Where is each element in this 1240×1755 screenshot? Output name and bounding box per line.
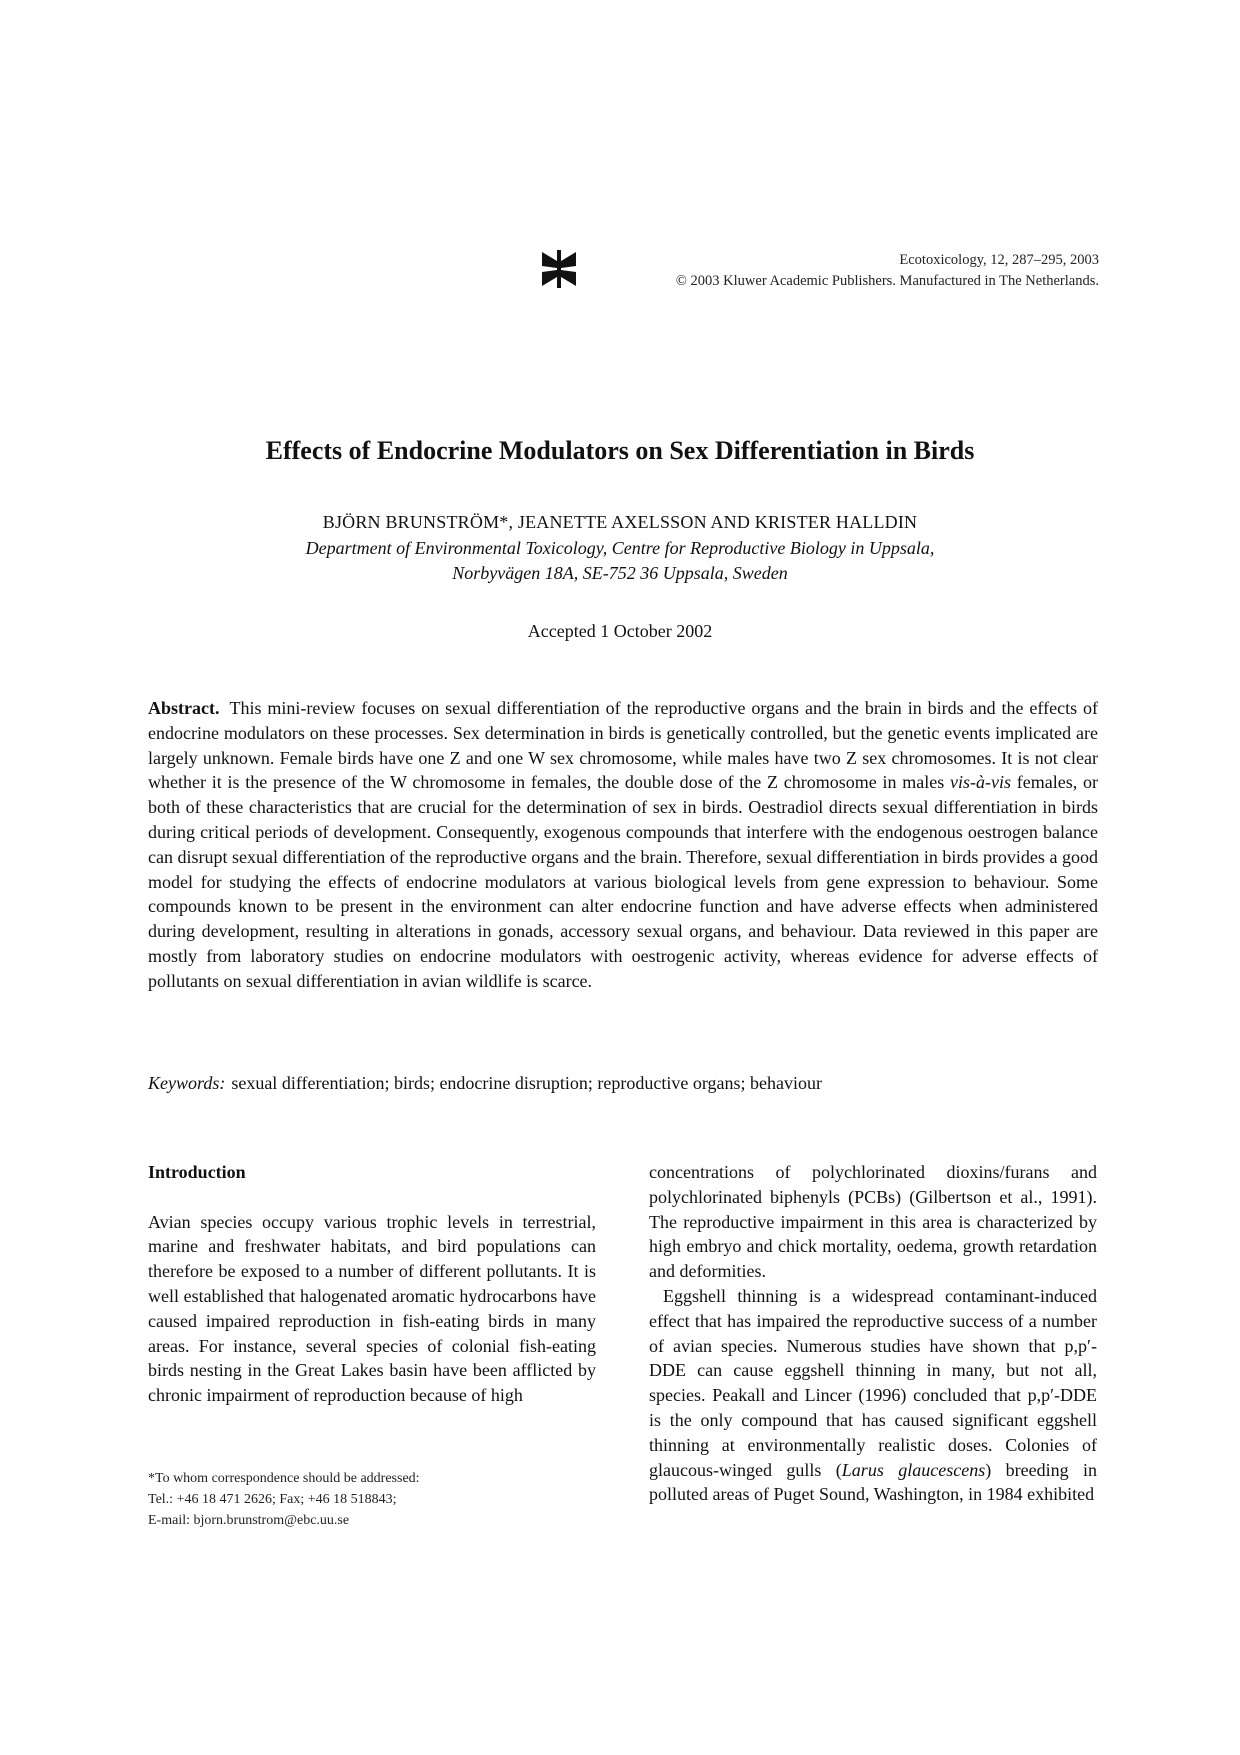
affiliation bbox=[0, 536, 1240, 586]
affiliation-line-1: Department of Environmental Toxicology, Centre for Reproductive Biology in Uppsala, bbox=[305, 538, 935, 558]
left-column bbox=[148, 1160, 596, 1408]
author-list: BJÖRN BRUNSTRÖM*, JEANETTE AXELSSON AND KRISTER HALLDIN bbox=[322, 512, 918, 532]
footnote-line-2: Tel.: +46 18 471 2626; Fax; +46 18 518843; bbox=[148, 1492, 397, 1507]
species-name: Larus glaucescens bbox=[841, 1459, 986, 1480]
keywords-label: Keywords: bbox=[148, 1073, 226, 1093]
journal-header bbox=[676, 250, 1099, 292]
paper-title: Effects of Endocrine Modulators on Sex Differentiation in Birds bbox=[265, 436, 975, 465]
footnote-line-3: E-mail: bjorn.brunstrom@ebc.uu.se bbox=[148, 1513, 350, 1528]
right-paragraph-2-text-a: Eggshell thinning is a widespread contaminant-induced effect that has impaired the reproductive success of a number of avian species. Numerous studies have shown that p,p′-DDE can cause eggshell thinning in many, but not all, species. Peakall and Lincer (1996) concluded that p,p′-DDE is the only compound that has caused significant eggshell thinning at environmentally realistic doses. Colonies of glaucous-winged gulls ( bbox=[649, 1285, 1097, 1480]
accepted-date: Accepted 1 October 2002 bbox=[527, 621, 713, 641]
abstract-text-1: This mini-review focuses on sexual differentiation of the reproductive organs and the brain in birds and the effects of endocrine modulators on these processes. Sex determination in birds is genetically controlled, but the genetic events implicated are largely unknown. Female birds have one Z and one W sex chromosome, while males have two Z sex chromosomes. It is not clear whether it is the presence of the W chromosome in females, the double dose of the Z chromosome in males bbox=[148, 698, 1098, 793]
right-paragraph-2 bbox=[649, 1284, 1097, 1507]
introduction-paragraph: Avian species occupy various trophic levels in terrestrial, marine and freshwater habitats, and bird populations can therefore be exposed to a number of different pollutants. It is well established that halogenated aromatic hydrocarbons have caused impaired reproduction in fish-eating birds in many areas. For instance, several species of colonial fish-eating birds nesting in the Great Lakes basin have been afflicted by chronic impairment of reproduction because of high bbox=[148, 1211, 596, 1406]
abstract bbox=[148, 696, 1098, 994]
publisher-logo-icon bbox=[540, 249, 578, 289]
keywords-text: sexual differentiation; birds; endocrine disruption; reproductive organs; behaviour bbox=[231, 1073, 823, 1093]
section-heading-introduction: Introduction bbox=[148, 1162, 246, 1182]
right-paragraph-1: concentrations of polychlorinated dioxins/furans and polychlorinated biphenyls (PCBs) (Gilbertson et al., 1991). The reproductive impairment in this area is characterized by high embryo and chick mortality, oedema, growth retardation and deformities. bbox=[649, 1162, 1097, 1282]
copyright-line: © 2003 Kluwer Academic Publishers. Manufactured in The Netherlands. bbox=[675, 273, 1099, 289]
abstract-label: Abstract. bbox=[148, 698, 220, 718]
correspondence-footnote bbox=[148, 1468, 596, 1531]
footnote-line-1: *To whom correspondence should be addressed: bbox=[148, 1471, 420, 1486]
abstract-text-2: females, or both of these characteristics that are crucial for the determination of sex in birds. Oestradiol directs sexual differentiation in birds during critical periods of development. Consequently, exogenous compounds that interfere with the endogenous oestrogen balance can disrupt sexual differentiation of the reproductive organs and the brain. Therefore, sexual differentiation in birds provides a good model for studying the effects of endocrine modulators at various biological levels from gene expression to behaviour. Some compounds known to be present in the environment can alter endocrine function and have adverse effects when administered during development, resulting in alterations in gonads, accessory sexual organs, and behaviour. Data reviewed in this paper are mostly from laboratory studies on endocrine modulators with oestrogenic activity, whereas evidence for adverse effects of pollutants on sexual differentiation in avian wildlife is scarce. bbox=[148, 772, 1099, 991]
right-column bbox=[649, 1160, 1097, 1507]
keywords bbox=[148, 1073, 1098, 1094]
journal-citation: Ecotoxicology, 12, 287–295, 2003 bbox=[899, 252, 1099, 268]
abstract-italic: vis-à-vis bbox=[950, 772, 1011, 793]
affiliation-line-2: Norbyvägen 18A, SE-752 36 Uppsala, Sweden bbox=[452, 563, 788, 583]
right-paragraph-2-text-b: ) breeding in polluted areas of Puget Sound, Washington, in 1984 exhibited bbox=[649, 1459, 1097, 1505]
